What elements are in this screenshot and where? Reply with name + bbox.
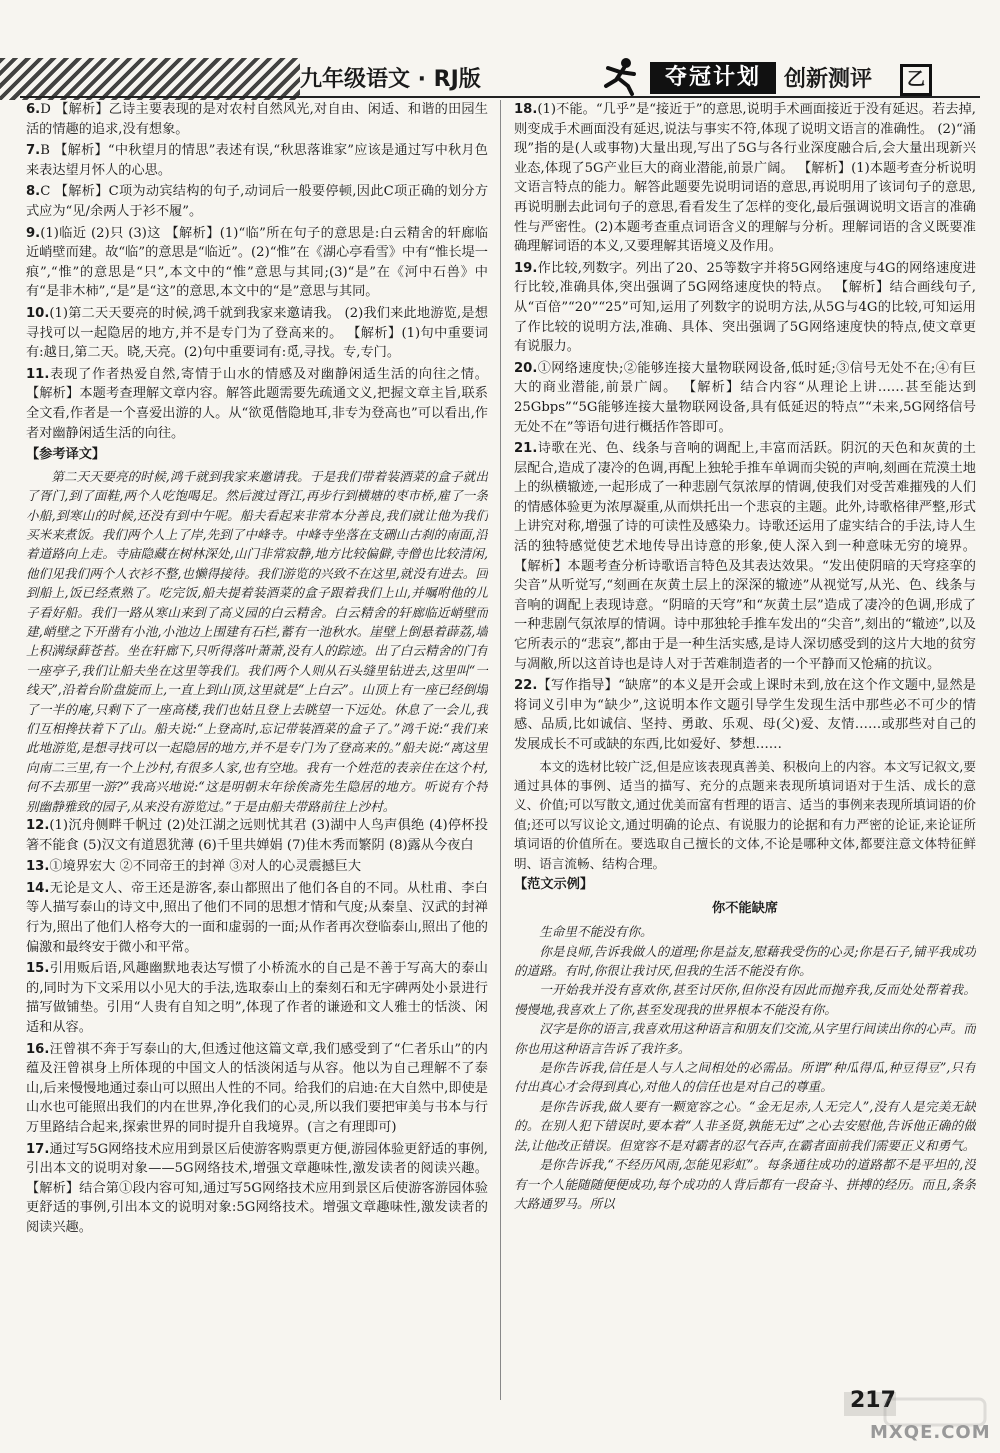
- answer-text: 无论是文人、帝王还是游客,泰山都照出了他们各自的不同。从杜甫、李白等人描写泰山的诗文中,照出了他们不同的思想才情和气度;从秦皇、汉武的封禅行为,照出了他们人格夸大的一面和虚弱的一面;从作者再次登临泰山,照出了他的偏激和最终安于微小和平常。: [26, 880, 488, 955]
- edition-mark: 乙: [900, 64, 932, 96]
- answer-number: 21.: [514, 441, 538, 457]
- answer-number: 17.: [26, 1141, 50, 1157]
- answer-text: (1)不能。“几乎”是“接近于”的意思,说明手术画面接近于没有延迟。若去掉,则变成手术画面没有延迟,说法与事实不符,体现了说明文语言的准确性。 (2)“涌现”指的是(人或事物)大量出现,写出了5G与各行业深度融合后,会大量出现新兴业态,体现了5G产业巨大的商业潜能,前景广阔。 【解析】(1)本题考查分析说明文语言特点的能力。解答此题要先说明词语的意思,再说明用了该词句子的意思,再说明删去此词句子的意思,看看发生了怎样的变化,最后强调说明文语言的准确性与严密性。(2)本题考查重点词语含义的理解与分析。理解词语的含义既要准确理解词语的本义,又要理解其语境义及作用。: [514, 102, 976, 255]
- answer-text: 作比较,列数字。列出了20、25等数字并将5G网络速度与4G的网络速度进行比较,准确具体,突出强调了5G网络速度快的特点。 【解析】结合画线句子,从“百倍”“20”“25”可知,运用了列数字的说明方法,从5G与4G的比较,可知运用了作比较的说明方法,准确、具体、突出强调了5G网络速度快的特点,使文章更有说服力。: [514, 260, 976, 355]
- answer-item: [26, 182, 488, 221]
- answer-text: (1)第二天天要亮的时候,鸿千就到我家来邀请我。 (2)我们来此地游览,是想寻找可以一起隐居的地方,并不是专门为了登高来的。 【解析】(1)句中重要词有:越日,第二天。晓,天亮。(2)句中重要词有:觅,寻找。专,专门。: [26, 305, 488, 361]
- answer-item: [26, 959, 488, 1037]
- answer-text: ①网络速度快;②能够连接大量物联网设备,低时延;③信号无处不在;④有巨大的商业潜能,前景广阔。 【解析】结合内容“从理论上讲……甚至能达到25Gbps”“5G能够连接大量物联网设备,具有低延迟的特点”“未来,5G网络信号无处不在”等语句进行概括作答即可。: [514, 360, 976, 435]
- brand-logo: 夺冠计划: [650, 62, 776, 94]
- sample-essay-label: 【范文示例】: [514, 877, 594, 893]
- answer-number: 10.: [26, 305, 50, 321]
- answer-text: B 【解析】“中秋望月的情思”表述有误,“秋思落谁家”应该是通过写中秋月色来表达望月怀人的心思。: [26, 143, 488, 178]
- answer-text: (1)沉舟侧畔千帆过 (2)处江湖之远则忧其君 (3)湖中人鸟声俱绝 (4)停杯投箸不能食 (5)汉文有道恩犹薄 (6)千里共婵娟 (7)佳木秀而繁阴 (8)露从今夜白: [26, 818, 488, 853]
- answer-item: [514, 100, 976, 257]
- answer-item: [514, 259, 976, 357]
- essay-title: 你不能缺席: [712, 900, 778, 916]
- translation-paragraph: 第二天天要亮的时候,鸿千就到我家来邀请我。于是我们带着装酒菜的盒子就出了胥门,到了面鞋,两个人吃饱喝足。然后渡过胥江,再步行到横塘的枣市桥,雇了一条小船,到寒山的时候,还没有到中午呢。船夫看起来非常本分善良,我们就让他为我们买米来煮饭。我们两个人上了岸,先到了中峰寺。中峰寺坐落在支硎山古刹的南面,沿着道路向上走。寺庙隐藏在树林深处,山门非常寂静,地方比较偏僻,寺僧也比较清闲,他们见我们两个人衣衫不整,也懒得接待。我们游览的兴致不在这里,就没有进去。回到船上,饭已经煮熟了。吃完饭,船夫提着装酒菜的盒子跟着我们上山,并嘱咐他的儿子看好船。我们一路从寒山来到了高义园的白云精舍。白云精舍的轩廊临近峭壁而建,峭壁之下开凿有小池,小池边上围建有石栏,蓄有一池秋水。崖壁上倒悬着薜荔,墙上积满绿藓苍苔。坐在轩廊下,只听得落叶萧萧,没有人的踪迹。出了白云精舍的门有一座亭子,我们让船夫坐在这里等我们。我们两个人则从石头缝里钻进去,这里叫“一线天”,沿着台阶盘旋而上,一直上到山顶,这里就是“上白云”。山顶上有一座已经倒塌了一半的庵,只剩下了一座高楼,我们也姑且登上去眺望一下远处。休息了一会儿,我们互相搀扶着下了山。船夫说:“上登高时,忘记带装酒菜的盒子了。”鸿千说:“我们来此地游览,是想寻找可以一起隐居的地方,并不是专门为了登高来的。”船夫说:“离这里向南二三里,有一个上沙村,有很多人家,也有空地。我有一个姓范的表亲住在这个村,何不去那里一游?”我高兴地说:“这是明朝末年徐俟斋先生隐居的地方。听说有个特别幽静雅致的园子,从来没有游览过。”于是由船夫带路前往上沙村。: [26, 468, 488, 814]
- answer-item: [514, 359, 976, 437]
- answer-item: [26, 1040, 488, 1138]
- answer-item: [26, 224, 488, 302]
- answer-text: C 【解析】C项为动宾结构的句子,动词后一般要停顿,因此C项正确的划分方式应为“见/余两人于衫不履”。: [26, 184, 488, 219]
- essay-paragraph: 你是良师,告诉我做人的道理;你是益友,慰藉我受伤的心灵;你是石子,铺平我成功的道路。有时,你很让我讨厌,但我的生活不能没有你。: [514, 943, 976, 979]
- answer-text: D 【解析】乙诗主要表现的是对农村自然风光,对自由、闲适、和谐的田园生活的情趣的追求,没有想象。: [26, 102, 488, 137]
- header-rule: [20, 96, 980, 98]
- essay-paragraph: 生命里不能没有你。: [539, 924, 653, 940]
- answer-number: 12.: [26, 818, 50, 833]
- essay-paragraph: 是你告诉我,信任是人与人之间相处的必需品。所谓“种瓜得瓜,种豆得豆”,只有付出真心才会得到真心,对他人的信任也是对自己的尊重。: [514, 1060, 976, 1095]
- answer-item: [26, 857, 488, 877]
- answer-item: [514, 439, 976, 674]
- answer-text: 通过写5G网络技术应用到景区后使游客购票更方便,游园体验更舒适的事例,引出本文的说明对象——5G网络技术,增强文章趣味性,激发读者的阅读兴趣。 【解析】结合第①段内容可知,通过写5G网络技术应用到景区后使游客游园体验更舒适的事例,引出本文的说明对象:5G网络技术。增强文章趣味性,激发读者的阅读兴趣。: [26, 1141, 488, 1235]
- answer-number: 16.: [26, 1041, 50, 1057]
- answer-number: 7.: [26, 143, 41, 159]
- answer-text: 【写作指导】“缺席”的本义是开会或上课时未到,放在这个作文题中,显然是将词义引申为“缺少”,这说明本作文题引导学生发现生活中那些必不可少的情感、品质,比如诚信、坚持、勇敢、乐观、母(父)爱、友情……或那些对自己的发展成长不可或缺的东西,比如爱好、梦想……: [514, 678, 976, 752]
- answer-number: 13.: [26, 859, 50, 875]
- answer-number: 15.: [26, 961, 50, 977]
- answer-text: 引用贩后语,风趣幽默地表达写惯了小桥流水的自己是不善于写高大的泰山的,同时为下文采用以小见大的手法,选取泰山上的秦刻石和无字碑两处小景进行描写做铺垫。引用“人贵有自知之明”,体现了作者的谦逊和文人雅士的恬淡、闲适和从容。: [26, 961, 488, 1035]
- answer-number: 20.: [514, 360, 538, 376]
- left-column: [26, 100, 488, 1390]
- answer-item: [26, 100, 488, 139]
- grade-title: 九年级语文 · RJ版: [300, 67, 481, 92]
- answer-number: 22.: [514, 678, 538, 694]
- essay-paragraph: 一开始我并没有喜欢你,甚至讨厌你,但你没有因此而抛弃我,反而处处帮着我。慢慢地,我喜欢上了你,甚至发现我的世界根本不能没有你。: [514, 982, 976, 1017]
- header-stripes: [0, 58, 300, 100]
- answer-number: 8.: [26, 184, 41, 200]
- essay-paragraph: 是你告诉我,做人要有一颗宽容之心。“金无足赤,人无完人”,没有人是完美无缺的。在别人犯下错误时,要本着“人非圣贤,孰能无过”之心去安慰他,告诉他正确的做法,让他改正错误。但宽容不是对霸者的忍气吞声,在霸者面前我们需要正义和勇气。: [514, 1098, 976, 1153]
- answer-number: 11.: [26, 366, 50, 382]
- answer-number: 9.: [26, 225, 41, 241]
- right-column: [514, 100, 976, 1390]
- answer-item: [26, 816, 488, 855]
- writing-guide-paragraph: 本文的选材比较广泛,但是应该表现真善美、积极向上的内容。本文写记叙文,要通过具体的事例、适当的描写、充分的点题来表现所填词语对于生活、成长的意义、价值;可以写散文,通过优美而富有哲理的语言、适当的事例来表现所填词语的价值;还可以写议论文,通过明确的论点、有说服力的论据和有力严密的论证,来论证所填词语的价值所在。要选取自己擅长的文体,不论是哪种文体,都要注意文体特征鲜明、语言流畅、结构合理。: [514, 758, 976, 871]
- answer-item: [26, 365, 488, 443]
- answer-number: 14.: [26, 880, 50, 896]
- column-divider: [500, 100, 501, 1400]
- answer-number: 19.: [514, 260, 538, 276]
- page-number: 217: [850, 1388, 896, 1413]
- page-header: [0, 0, 1000, 100]
- answer-text: (1)临近 (2)只 (3)这 【解析】(1)“临”所在句子的意思是:白云精舍的轩廊临近峭壁而建。故“临”的意思是“临近”。(2)“惟”在《湖心亭看雪》中有“惟长堤一痕”,“惟”的意思是“只”,本文中的“惟”意思与其同;(3)“是”在《河中石兽》中有“是非木柿”,“是”是“这”的意思,本文中的“是”意思与其同。: [26, 225, 488, 300]
- answer-item: [26, 304, 488, 363]
- reference-translation-label: 【参考译文】: [26, 447, 106, 463]
- answer-text: 表现了作者热爱自然,寄情于山水的情感及对幽静闲适生活的向往之情。 【解析】本题考查理解文章内容。解答此题需要先疏通文义,把握文章主旨,联系全文看,作者是一个喜爱出游的人。从“欲觅偕隐地耳,非专为登高也”可以看出,作者对幽静闲适生活的向往。: [26, 366, 488, 441]
- runner-logo-icon: [596, 56, 646, 96]
- essay-paragraph: 是你告诉我,“不经历风雨,怎能见彩虹”。每条通往成功的道路都不是平坦的,没有一个人能随随便便成功,每个成功的人背后都有一段奋斗、拼搏的经历。而且,条条大路通罗马。所以: [514, 1157, 976, 1211]
- essay-paragraph: 汉字是你的语言,我喜欢用这种语言和朋友们交流,从字里行间读出你的心声。而你也用这种语言告诉了我许多。: [514, 1021, 976, 1056]
- brand-subtitle: 创新测评: [784, 67, 873, 92]
- watermark-text: MXQE.COM: [870, 1422, 991, 1443]
- answer-item: [514, 676, 976, 754]
- answer-item: [26, 1140, 488, 1238]
- answer-item: [26, 879, 488, 957]
- answer-number: 18.: [514, 102, 538, 117]
- answer-number: 6.: [26, 102, 41, 117]
- answer-item: [26, 141, 488, 180]
- answer-text: ①境界宏大 ②不同帝王的封禅 ③对人的心灵震撼巨大: [49, 859, 362, 875]
- answer-text: 诗歌在光、色、线条与音响的调配上,丰富而活跃。阴沉的天色和灰黄的土层配合,造成了凄冷的色调,再配上独轮手推车单调而尖锐的声响,刻画在荒漠土地上的纵横辙迹,一起形成了一种悲剧气氛浓厚的情调,使我们对受苦难摧残的人们的情感体验更为浓厚凝重,从而烘托出一个悲哀的主题。此外,诗歌格律严整,形式上讲究对称,增强了诗的可读性及感染力。诗歌还运用了虚实结合的手法,诗人生活的独特感觉使艺术地传导出诗意的形象,使人深入到一种意味无穷的境界。 【解析】本题考查分析诗歌语言特色及其表达效果。“发出使阴暗的天穹痉挛的尖音”从听觉写,“刻画在灰黄土层上的深深的辙迹”从视觉写,从光、色、线条与音响的调配上表现诗意。“阴暗的天穹”和“灰黄土层”造成了凄冷的色调,形成了一种悲剧气氛浓厚的情调。诗中那独轮手推车发出的“尖音”,刻出的“辙迹”,以及它所表示的“悲哀”,都由于是一种生活实感,是诗人深切感受到的这片大地的贫穷与凋敝,所以这首诗也是诗人对于苦难制造者的一个平静而又怆痛的抗议。: [514, 441, 976, 672]
- answer-text: 汪曾祺不奔于写泰山的大,但透过他这篇文章,我们感受到了“仁者乐山”的内蕴及汪曾祺身上所体现的中国文人的恬淡闲适与从容。他以为自己理解不了泰山,后来慢慢地通过泰山可以照出人性的不同。给我们的启迪:在大自然中,即使是山水也可能照出我们的内在世界,净化我们的心灵,所以我们要把审美与书本与行万里路结合起来,探索世界的同时提升自我境界。(言之有理即可): [26, 1041, 488, 1135]
